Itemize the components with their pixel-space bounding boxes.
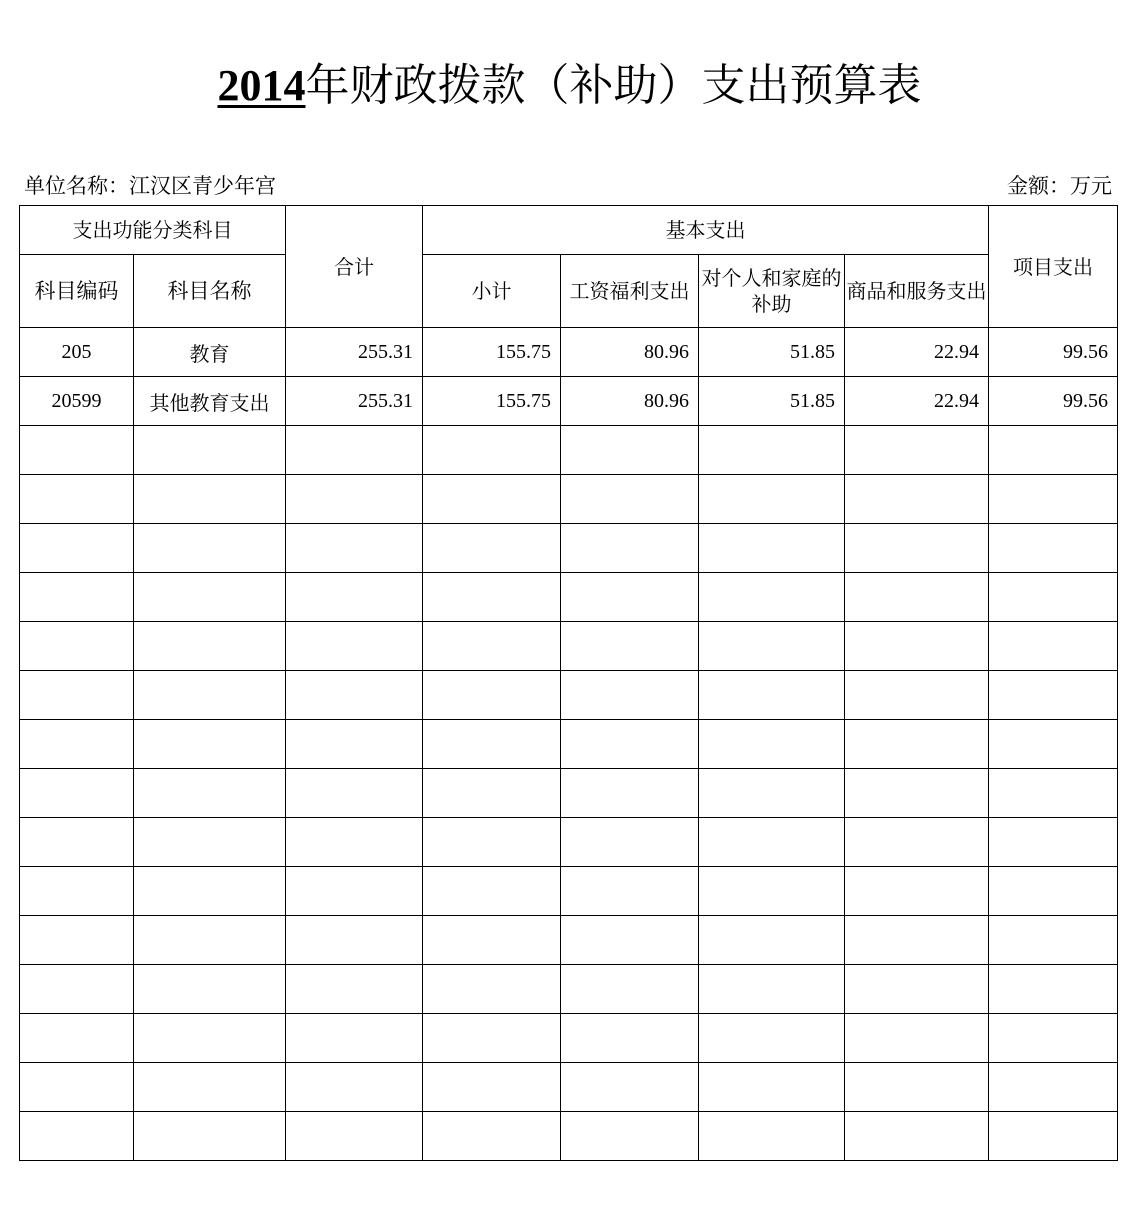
cell-goods [845, 916, 989, 965]
cell-salary [561, 1014, 699, 1063]
cell-name [134, 524, 286, 573]
cell-name: 其他教育支出 [134, 377, 286, 426]
cell-total: 255.31 [286, 328, 423, 377]
cell-salary [561, 622, 699, 671]
cell-subtotal [423, 720, 561, 769]
title-year: 2014 [217, 61, 306, 110]
table-row [20, 426, 1118, 475]
cell-salary [561, 1112, 699, 1161]
cell-personal [699, 769, 845, 818]
cell-goods [845, 426, 989, 475]
cell-personal [699, 573, 845, 622]
cell-salary [561, 867, 699, 916]
cell-name [134, 622, 286, 671]
cell-personal: 51.85 [699, 328, 845, 377]
table-row [20, 916, 1118, 965]
cell-project: 99.56 [989, 377, 1118, 426]
header-code: 科目编码 [20, 255, 134, 328]
cell-subtotal [423, 524, 561, 573]
cell-personal [699, 671, 845, 720]
table-row [20, 720, 1118, 769]
cell-salary [561, 965, 699, 1014]
page-title [0, 58, 1139, 114]
cell-project [989, 867, 1118, 916]
cell-name [134, 475, 286, 524]
amount-unit-label: 金额：万元 [1007, 174, 1112, 198]
cell-total [286, 1063, 423, 1112]
cell-project: 99.56 [989, 328, 1118, 377]
table-row [20, 573, 1118, 622]
cell-name [134, 818, 286, 867]
table-row [20, 867, 1118, 916]
table-row [20, 1063, 1118, 1112]
cell-personal [699, 524, 845, 573]
cell-goods [845, 573, 989, 622]
header-salary: 工资福利支出 [561, 255, 699, 328]
cell-name [134, 1014, 286, 1063]
cell-salary [561, 475, 699, 524]
cell-total: 255.31 [286, 377, 423, 426]
cell-goods [845, 769, 989, 818]
cell-total [286, 524, 423, 573]
table-row [20, 622, 1118, 671]
cell-goods [845, 818, 989, 867]
table-row [20, 965, 1118, 1014]
cell-personal [699, 965, 845, 1014]
cell-total [286, 1112, 423, 1161]
cell-salary: 80.96 [561, 328, 699, 377]
cell-name [134, 671, 286, 720]
unit-name-label: 单位名称：江汉区青少年宫 [24, 174, 276, 198]
cell-subtotal: 155.75 [423, 377, 561, 426]
cell-subtotal [423, 1014, 561, 1063]
cell-goods [845, 1112, 989, 1161]
cell-project [989, 916, 1118, 965]
cell-goods [845, 1014, 989, 1063]
cell-subtotal [423, 965, 561, 1014]
cell-name [134, 1112, 286, 1161]
cell-personal [699, 622, 845, 671]
cell-subtotal [423, 769, 561, 818]
cell-subtotal [423, 573, 561, 622]
cell-total [286, 720, 423, 769]
cell-goods: 22.94 [845, 377, 989, 426]
cell-goods [845, 622, 989, 671]
cell-total [286, 622, 423, 671]
cell-code [20, 916, 134, 965]
cell-project [989, 965, 1118, 1014]
table-row [20, 818, 1118, 867]
cell-project [989, 818, 1118, 867]
cell-code: 20599 [20, 377, 134, 426]
cell-code [20, 1014, 134, 1063]
cell-name: 教育 [134, 328, 286, 377]
table-row [20, 1112, 1118, 1161]
header-personal: 对个人和家庭的补助 [699, 255, 845, 328]
header-basic-group: 基本支出 [423, 206, 989, 255]
cell-code [20, 426, 134, 475]
cell-salary [561, 671, 699, 720]
cell-total [286, 867, 423, 916]
cell-code [20, 769, 134, 818]
table-row [20, 475, 1118, 524]
cell-salary [561, 818, 699, 867]
cell-personal [699, 475, 845, 524]
header-category-group: 支出功能分类科目 [20, 206, 286, 255]
cell-subtotal [423, 426, 561, 475]
cell-salary [561, 426, 699, 475]
header-subtotal: 小计 [423, 255, 561, 328]
cell-salary [561, 769, 699, 818]
cell-salary [561, 916, 699, 965]
cell-code [20, 1063, 134, 1112]
cell-name [134, 573, 286, 622]
cell-subtotal [423, 916, 561, 965]
cell-code [20, 475, 134, 524]
cell-goods [845, 671, 989, 720]
cell-code [20, 720, 134, 769]
cell-subtotal [423, 1112, 561, 1161]
cell-personal [699, 1014, 845, 1063]
cell-salary: 80.96 [561, 377, 699, 426]
cell-goods [845, 720, 989, 769]
cell-total [286, 916, 423, 965]
cell-total [286, 1014, 423, 1063]
cell-project [989, 426, 1118, 475]
cell-project [989, 1063, 1118, 1112]
cell-personal [699, 426, 845, 475]
cell-personal [699, 720, 845, 769]
cell-goods: 22.94 [845, 328, 989, 377]
header-project: 项目支出 [989, 206, 1118, 328]
table-row [20, 1014, 1118, 1063]
cell-salary [561, 524, 699, 573]
cell-personal [699, 867, 845, 916]
cell-total [286, 769, 423, 818]
cell-name [134, 769, 286, 818]
cell-subtotal [423, 671, 561, 720]
cell-code [20, 671, 134, 720]
cell-goods [845, 867, 989, 916]
cell-name [134, 867, 286, 916]
cell-project [989, 720, 1118, 769]
cell-goods [845, 965, 989, 1014]
cell-code [20, 818, 134, 867]
cell-subtotal [423, 818, 561, 867]
cell-salary [561, 1063, 699, 1112]
cell-project [989, 475, 1118, 524]
cell-name [134, 720, 286, 769]
cell-project [989, 573, 1118, 622]
cell-project [989, 769, 1118, 818]
cell-salary [561, 720, 699, 769]
cell-name [134, 965, 286, 1014]
cell-personal [699, 916, 845, 965]
cell-personal [699, 1112, 845, 1161]
cell-name [134, 1063, 286, 1112]
cell-subtotal [423, 867, 561, 916]
table-row [20, 524, 1118, 573]
cell-subtotal [423, 475, 561, 524]
cell-subtotal [423, 622, 561, 671]
title-text: 年财政拨款（补助）支出预算表 [305, 60, 922, 111]
cell-code [20, 965, 134, 1014]
cell-total [286, 426, 423, 475]
cell-name [134, 916, 286, 965]
table-body [20, 328, 1118, 1161]
cell-name [134, 426, 286, 475]
cell-personal: 51.85 [699, 377, 845, 426]
cell-total [286, 671, 423, 720]
cell-project [989, 622, 1118, 671]
cell-total [286, 475, 423, 524]
cell-code [20, 573, 134, 622]
cell-total [286, 573, 423, 622]
cell-total [286, 818, 423, 867]
cell-personal [699, 818, 845, 867]
budget-table [19, 205, 1118, 1161]
cell-project [989, 524, 1118, 573]
cell-subtotal [423, 1063, 561, 1112]
table-row [20, 769, 1118, 818]
cell-goods [845, 524, 989, 573]
header-total: 合计 [286, 206, 423, 328]
cell-project [989, 671, 1118, 720]
header-name: 科目名称 [134, 255, 286, 328]
cell-personal [699, 1063, 845, 1112]
cell-subtotal: 155.75 [423, 328, 561, 377]
cell-project [989, 1014, 1118, 1063]
table-row [20, 328, 1118, 377]
cell-goods [845, 475, 989, 524]
cell-code [20, 867, 134, 916]
cell-total [286, 965, 423, 1014]
cell-project [989, 1112, 1118, 1161]
table-row [20, 671, 1118, 720]
cell-code: 205 [20, 328, 134, 377]
cell-salary [561, 573, 699, 622]
cell-code [20, 1112, 134, 1161]
table-row [20, 377, 1118, 426]
cell-goods [845, 1063, 989, 1112]
cell-code [20, 524, 134, 573]
cell-code [20, 622, 134, 671]
header-goods: 商品和服务支出 [845, 255, 989, 328]
